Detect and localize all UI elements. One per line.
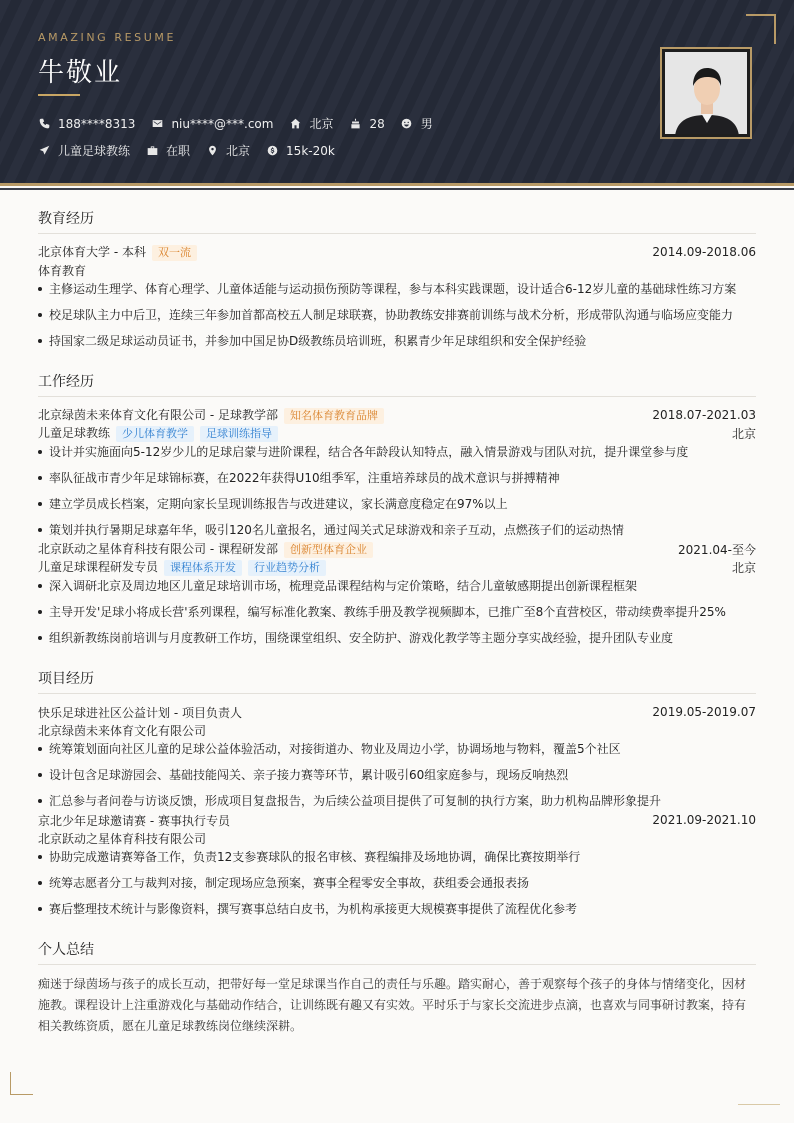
mail-icon — [151, 118, 163, 130]
list-item: 校足球队主力中后卫，连续三年参加首都高校五人制足球联赛，协助教练安排赛前训练与战术分析，形成带队沟通与临场应变能力 — [38, 307, 756, 323]
project-date: 2021.09-2021.10 — [652, 813, 756, 827]
target-position-info — [38, 142, 130, 159]
company-tag: 创新型体育企业 — [284, 542, 373, 558]
corner-decoration — [10, 1072, 33, 1095]
section-title: 项目经历 — [38, 668, 756, 694]
gender-info — [401, 115, 433, 132]
job-role: 儿童足球课程研发专员 — [38, 560, 159, 574]
work-city: 北京 — [731, 560, 756, 575]
education-entry — [38, 243, 756, 349]
company-name: 北京绿茵未来体育文化有限公司 - 足球教学部 — [38, 408, 278, 422]
list-item: 统筹志愿者分工与裁判对接，制定现场应急预案，赛事全程零安全事故，获组委会通报表扬 — [38, 875, 756, 891]
role-tag: 行业趋势分析 — [248, 560, 326, 576]
resume-tagline: AMAZING RESUME — [38, 31, 177, 44]
profile-photo — [660, 47, 752, 139]
age-info — [349, 117, 384, 131]
phone-info — [38, 117, 135, 131]
list-item: 持国家二级足球运动员证书，并参加中国足协D级教练员培训班，积累青少年足球组织和安全保护经验 — [38, 333, 756, 349]
candidate-name: 牛敬业 — [38, 58, 123, 88]
education-section — [38, 208, 756, 349]
project-org: 北京绿茵未来体育文化有限公司 — [38, 723, 207, 738]
role-tag: 少儿体育教学 — [116, 426, 194, 442]
job-status-info — [146, 142, 190, 159]
role-tag: 课程体系开发 — [164, 560, 242, 576]
email-info — [151, 117, 273, 131]
job-intent-row — [38, 142, 351, 159]
salary-value: 15k-20k — [286, 143, 335, 158]
list-item: 设计并实施面向5-12岁少儿的足球启蒙与进阶课程，结合各年龄段认知特点，融入情景游戏与团队对抗，提升课堂参与度 — [38, 444, 756, 460]
company-tag: 知名体育教育品牌 — [284, 408, 384, 424]
age-value: 28 — [369, 116, 385, 131]
list-item: 赛后整理技术统计与影像资料，撰写赛事总结白皮书，为机构承接更大规模赛事提供了流程优化参考 — [38, 901, 756, 917]
resume-header — [0, 0, 794, 186]
role-tag: 足球训练指导 — [200, 426, 278, 442]
section-title: 个人总结 — [38, 939, 756, 965]
resume-body — [38, 208, 756, 1059]
home-city-info — [289, 115, 333, 132]
money-icon — [266, 145, 278, 157]
send-icon — [38, 145, 50, 157]
project-date: 2019.05-2019.07 — [652, 705, 756, 719]
list-item: 策划并执行暑期足球嘉年华，吸引120名儿童报名，通过闯关式足球游戏和亲子互动，点燃孩子们的运动热情 — [38, 522, 756, 538]
project-org: 北京跃动之星体育科技有限公司 — [38, 831, 207, 846]
job-status-value: 在职 — [166, 144, 191, 158]
home-city-value: 北京 — [309, 117, 334, 131]
list-item: 协助完成邀请赛筹备工作，负责12支参赛球队的报名审核、赛程编排及场地协调，确保比赛按期举行 — [38, 849, 756, 865]
work-city: 北京 — [731, 426, 756, 441]
section-title: 工作经历 — [38, 371, 756, 397]
school-name: 北京体育大学 - 本科 — [38, 245, 146, 259]
home-icon — [289, 118, 301, 130]
contact-row — [38, 115, 449, 132]
job-role: 儿童足球教练 — [38, 426, 111, 440]
gender-icon — [401, 118, 413, 130]
list-item: 组织新教练岗前培训与月度教研工作坊，围绕课堂组织、安全防护、游戏化教学等主题分享实战经验，提升团队专业度 — [38, 630, 756, 646]
list-item: 建立学员成长档案，定期向家长呈现训练报告与改进建议，家长满意度稳定在97%以上 — [38, 496, 756, 512]
list-item: 主修运动生理学、体育心理学、儿童体适能与运动损伤预防等课程，参与本科实践课题，设计适合6-12岁儿童的基础球性练习方案 — [38, 281, 756, 297]
work-entry — [38, 406, 756, 538]
work-date: 2021.04-至今 — [678, 542, 756, 557]
project-name: 快乐足球进社区公益计划 - 项目负责人 — [38, 705, 242, 720]
target-position-value: 儿童足球教练 — [58, 144, 131, 158]
phone-value: 188****8313 — [58, 116, 136, 131]
project-name: 京北少年足球邀请赛 - 赛事执行专员 — [38, 813, 230, 828]
project-section — [38, 668, 756, 917]
summary-text: 痴迷于绿茵场与孩子的成长互动，把带好每一堂足球课当作自己的责任与乐趣。踏实耐心，善于观察每个孩子的身体与情绪变化，因材施教。课程设计上注重游戏化与基础动作结合，让训练既有趣又有实效。平时乐于与家长交流进步点滴，也喜欢与同事研讨教案，持有相关教练资质，愿在儿童足球教练岗位继续深耕。 — [38, 977, 747, 1033]
list-item: 率队征战市青少年足球锦标赛，在2022年获得U10组季军，注重培养球员的战术意识与拼搏精神 — [38, 470, 756, 486]
briefcase-icon — [146, 145, 158, 157]
project-entry — [38, 703, 756, 809]
corner-decoration — [738, 1104, 780, 1105]
company-name: 北京跃动之星体育科技有限公司 - 课程研发部 — [38, 542, 278, 556]
phone-icon — [38, 118, 50, 130]
target-city-value: 北京 — [226, 144, 251, 158]
work-section — [38, 371, 756, 646]
list-item: 统筹策划面向社区儿童的足球公益体验活动，对接街道办、物业及周边小学，协调场地与物料，覆盖5个社区 — [38, 741, 756, 757]
gender-value: 男 — [420, 117, 433, 131]
cake-icon — [349, 118, 361, 130]
summary-section — [38, 939, 756, 1037]
list-item: 主导开发'足球小将成长营'系列课程，编写标准化教案、教练手册及教学视频脚本，已推广至8个直营校区，带动续费率提升25% — [38, 604, 756, 620]
education-date: 2014.09-2018.06 — [652, 245, 756, 259]
name-underline — [38, 94, 80, 96]
school-tag: 双一流 — [152, 245, 197, 261]
section-title: 教育经历 — [38, 208, 756, 234]
salary-info — [266, 144, 335, 158]
list-item: 设计包含足球游园会、基础技能闯关、亲子接力赛等环节，累计吸引60组家庭参与，现场反响热烈 — [38, 767, 756, 783]
corner-decoration — [746, 14, 776, 44]
work-entry — [38, 540, 756, 646]
target-city-info — [206, 142, 250, 159]
email-value: niu****@***.com — [171, 116, 274, 131]
work-date: 2018.07-2021.03 — [652, 408, 756, 422]
avatar — [665, 52, 747, 134]
list-item: 汇总参与者问卷与访谈反馈，形成项目复盘报告，为后续公益项目提供了可复制的执行方案，助力机构品牌形象提升 — [38, 793, 756, 809]
location-pin-icon — [206, 145, 218, 157]
list-item: 深入调研北京及周边地区儿童足球培训市场，梳理竞品课程结构与定价策略，结合儿童敏感期提出创新课程框架 — [38, 578, 756, 594]
major-name: 体育教育 — [38, 263, 87, 278]
project-entry — [38, 811, 756, 917]
